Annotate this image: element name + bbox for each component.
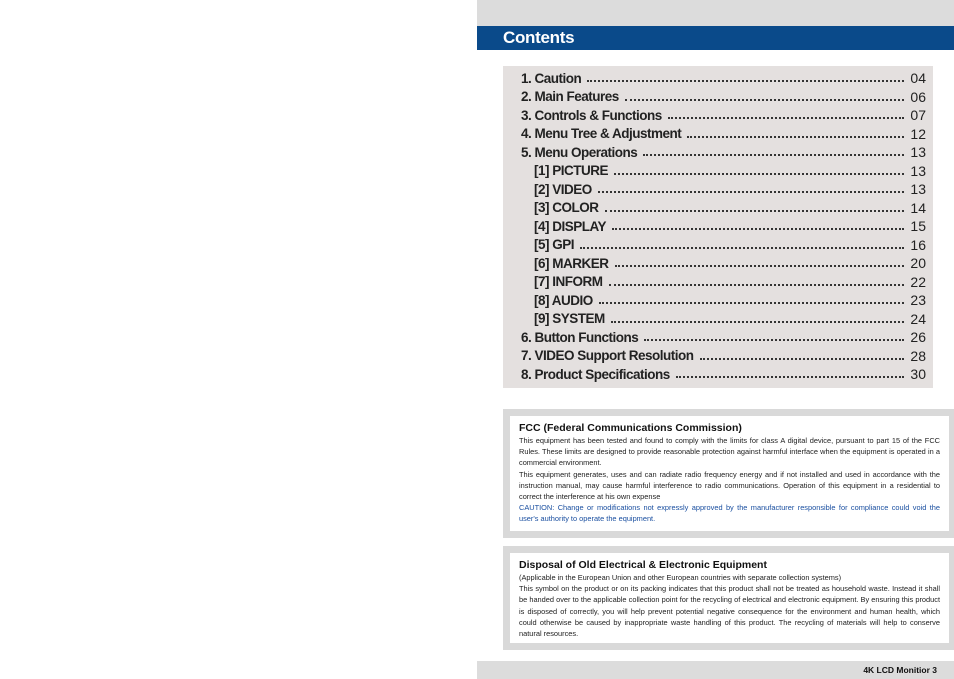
toc-item-page: 22 [910,273,926,290]
toc-item-page: 30 [910,366,926,382]
toc-item-page: 14 [910,199,926,216]
toc-leader-dots [614,173,904,175]
toc-item-label: 5. Menu Operations [521,144,638,160]
toc-leader-dots [612,228,904,230]
toc-item-label: [4] DISPLAY [534,218,607,234]
toc-item-caution[interactable] [521,69,926,87]
toc-item-page: 13 [910,181,926,197]
toc-leader-dots [598,191,904,193]
toc-item-label: [8] AUDIO [534,292,593,308]
toc-item-label: [3] COLOR [534,200,599,215]
toc-item-video-support-resolution[interactable] [521,347,926,365]
toc-item-page: 06 [910,88,926,105]
toc-item-product-specifications[interactable] [521,365,926,383]
toc-item-label: [2] VIDEO [534,181,592,197]
toc-item-audio[interactable] [534,291,926,309]
toc-leader-dots [643,154,904,156]
toc-item-page: 26 [910,329,926,345]
toc-item-page: 20 [910,255,926,271]
contents-title: Contents [503,28,575,47]
toc-item-page: 04 [910,70,926,86]
fcc-notice-content [510,416,949,531]
toc-item-marker[interactable] [534,254,926,272]
toc-leader-dots [700,358,904,360]
toc-item-label: 1. Caution [521,70,582,86]
toc-leader-dots [587,80,904,82]
fcc-notice-box [503,409,954,538]
toc-leader-dots [599,302,904,304]
disposal-notice-box [503,546,954,650]
fcc-caution: CAUTION: Change or modifications not expressly approved by the manufacturer responsible for compliance could void the user's authority to operate the equipment. [519,503,940,524]
toc-item-page: 24 [910,310,926,327]
fcc-title: FCC (Federal Communications Commission) [519,422,742,434]
toc-leader-dots [644,339,904,341]
toc-item-label: [9] SYSTEM [534,311,605,326]
toc-item-video[interactable] [534,180,926,198]
toc-item-label: [7] INFORM [534,274,603,289]
toc-item-page: 23 [910,292,926,308]
footer-page-label: 4K LCD Monitior 3 [863,665,937,675]
toc-item-label: [5] GPI [534,237,575,252]
toc-item-picture[interactable] [534,162,926,180]
fcc-paragraph-1: This equipment has been tested and found to comply with the limits for class A digital device, pursuant to part 15 of the FCC Rules. These limits are designed to provide reasonable protection against harmful interface when the equipment is operated in a commercial environment. [519,436,940,468]
disposal-title: Disposal of Old Electrical & Electronic Equipment [519,559,767,571]
toc-leader-dots [625,99,904,101]
fcc-paragraph-2: This equipment generates, uses and can radiate radio frequency energy and if not installed and used in accordance with the instruction manual, may cause harmful interference to radio communications. Operation of this equipment in a residential to correct the interference at his own expense [519,469,940,502]
toc-item-page: 13 [910,144,926,160]
toc-item-page: 13 [910,162,926,179]
toc-leader-dots [687,136,904,138]
toc-item-main-features[interactable] [521,88,926,106]
toc-leader-dots [615,265,905,267]
toc-item-page: 16 [910,236,926,253]
disposal-paragraph: This symbol on the product or on its packing indicates that this product shall not be treated as household waste. Instead it shall be handed over to the applicable collection point for the recycling of electrical and electronic equipment. By ensuring this product is disposed of correctly, you will help prevent potential negative consequence for the environment and human health, which could otherwise be caused by inappropriate waste handling of this product. The recycling of materials will help to conserve natural resources. [519,584,940,639]
toc-item-label: [6] MARKER [534,255,609,271]
toc-item-label: 6. Button Functions [521,329,639,345]
toc-leader-dots [611,321,904,323]
toc-item-menu-tree[interactable] [521,125,926,143]
toc-leader-dots [609,284,905,286]
toc-item-label: 3. Controls & Functions [521,107,662,123]
toc-item-inform[interactable] [534,273,926,291]
toc-item-page: 15 [910,218,926,234]
toc-item-label: [1] PICTURE [534,163,609,178]
toc-item-menu-operations[interactable] [521,143,926,161]
toc-leader-dots [580,247,904,249]
toc-leader-dots [668,117,904,119]
toc-item-button-functions[interactable] [521,328,926,346]
toc-leader-dots [605,210,905,212]
toc-item-page: 07 [910,107,926,123]
toc-item-system[interactable] [534,310,926,328]
toc-item-page: 28 [910,347,926,364]
disposal-subtitle: (Applicable in the European Union and other European countries with separate collection systems) [519,573,842,582]
toc-item-color[interactable] [534,199,926,217]
toc-item-label: 2. Main Features [521,89,619,104]
disposal-notice-content [510,553,949,643]
toc-item-page: 12 [910,125,926,142]
table-of-contents [503,66,933,388]
top-band [477,0,954,26]
toc-item-controls-functions[interactable] [521,106,926,124]
toc-item-label: 8. Product Specifications [521,366,670,382]
toc-item-display[interactable] [534,217,926,235]
toc-item-label: 4. Menu Tree & Adjustment [521,126,682,141]
toc-item-gpi[interactable] [534,236,926,254]
toc-leader-dots [676,376,904,378]
toc-item-label: 7. VIDEO Support Resolution [521,348,694,363]
